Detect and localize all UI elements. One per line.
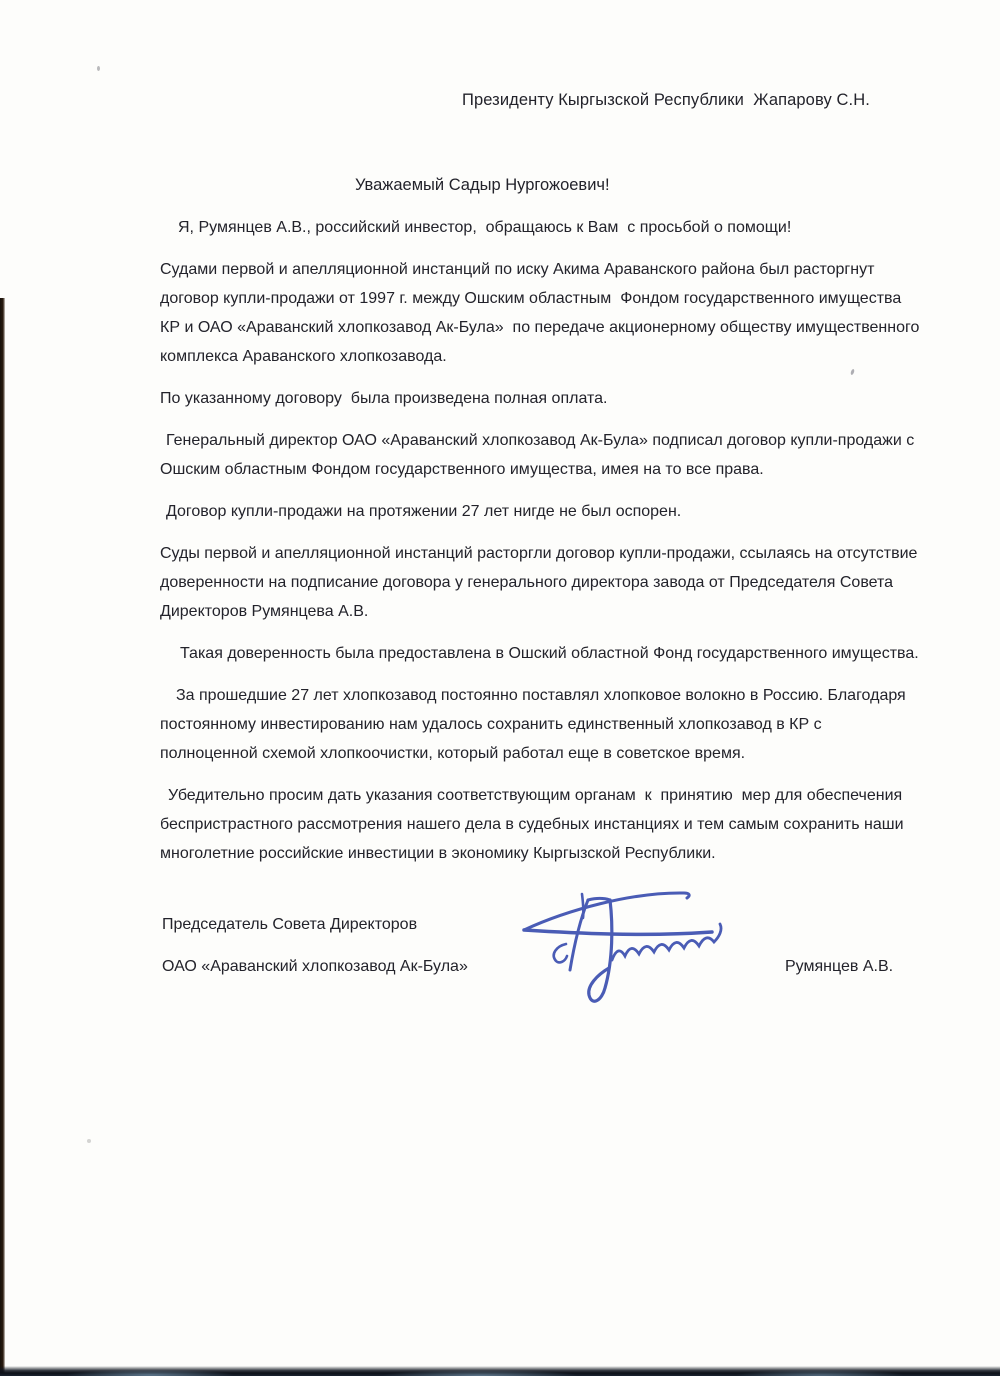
- body-paragraph: За прошедшие 27 лет хлопкозавод постоянно поставлял хлопковое волокно в Россию. Благодаря постоянному инвестированию нам удалось сохранить единственный хлопкозавод в КР с полноценной схемой хлопкоочистки, который работал еще в советское время.: [160, 687, 911, 762]
- body-paragraph: Такая доверенность была предоставлена в Ошский областной Фонд государственного имущества.: [180, 645, 919, 662]
- handwritten-signature-icon: [512, 880, 762, 1015]
- scan-speck: [87, 1139, 91, 1143]
- recipient-line: Президенту Кыргызской Республики Жапарову С.Н.: [462, 91, 870, 109]
- salutation: Уважаемый Садыр Нургожоевич!: [355, 176, 610, 194]
- scan-left-edge-artifact: [0, 298, 5, 1376]
- scan-bottom-edge-artifact: [0, 1366, 1000, 1376]
- body-paragraph: Генеральный директор ОАО «Араванский хлопкозавод Ак-Була» подписал договор купли-продажи с Ошским областным Фондом государственного имущества, имея на то все права.: [160, 432, 919, 478]
- body-paragraph: По указанному договору была произведена полная оплата.: [160, 390, 608, 407]
- signature-position-title: Председатель Совета Директоров: [162, 916, 418, 933]
- body-paragraph: Суды первой и апелляционной инстанций расторгли договор купли-продажи, ссылаясь на отсутствие доверенности на подписание договора у генерального директора завода от Председателя Совета Директоров Румянцева А.В.: [160, 545, 922, 620]
- signature-organization: ОАО «Араванский хлопкозавод Ак-Була»: [162, 958, 468, 975]
- body-paragraph: Судами первой и апелляционной инстанций по иску Акима Араванского района был расторгнут договор купли-продажи от 1997 г. между Ошским областным Фондом государственного имущества КР и ОАО «Араванский хлопкозавод Ак-Була» по передаче акционерному обществу имущественного комплекса Араванского хлопкозавода.: [160, 261, 924, 365]
- letter-body: [160, 213, 922, 881]
- body-paragraph: Договор купли-продажи на протяжении 27 лет нигде не был оспорен.: [166, 503, 682, 520]
- signer-name: Румянцев А.В.: [785, 958, 894, 975]
- body-paragraph: Убедительно просим дать указания соответствующим органам к принятию мер для обеспечения беспристрастного рассмотрения нашего дела в судебных инстанциях и тем самым сохранить наши многолетние российские инвестиции в экономику Кыргызской Республики.: [160, 787, 908, 862]
- scan-speck: [97, 66, 100, 71]
- body-paragraph: Я, Румянцев А.В., российский инвестор, обращаюсь к Вам с просьбой о помощи!: [178, 219, 792, 236]
